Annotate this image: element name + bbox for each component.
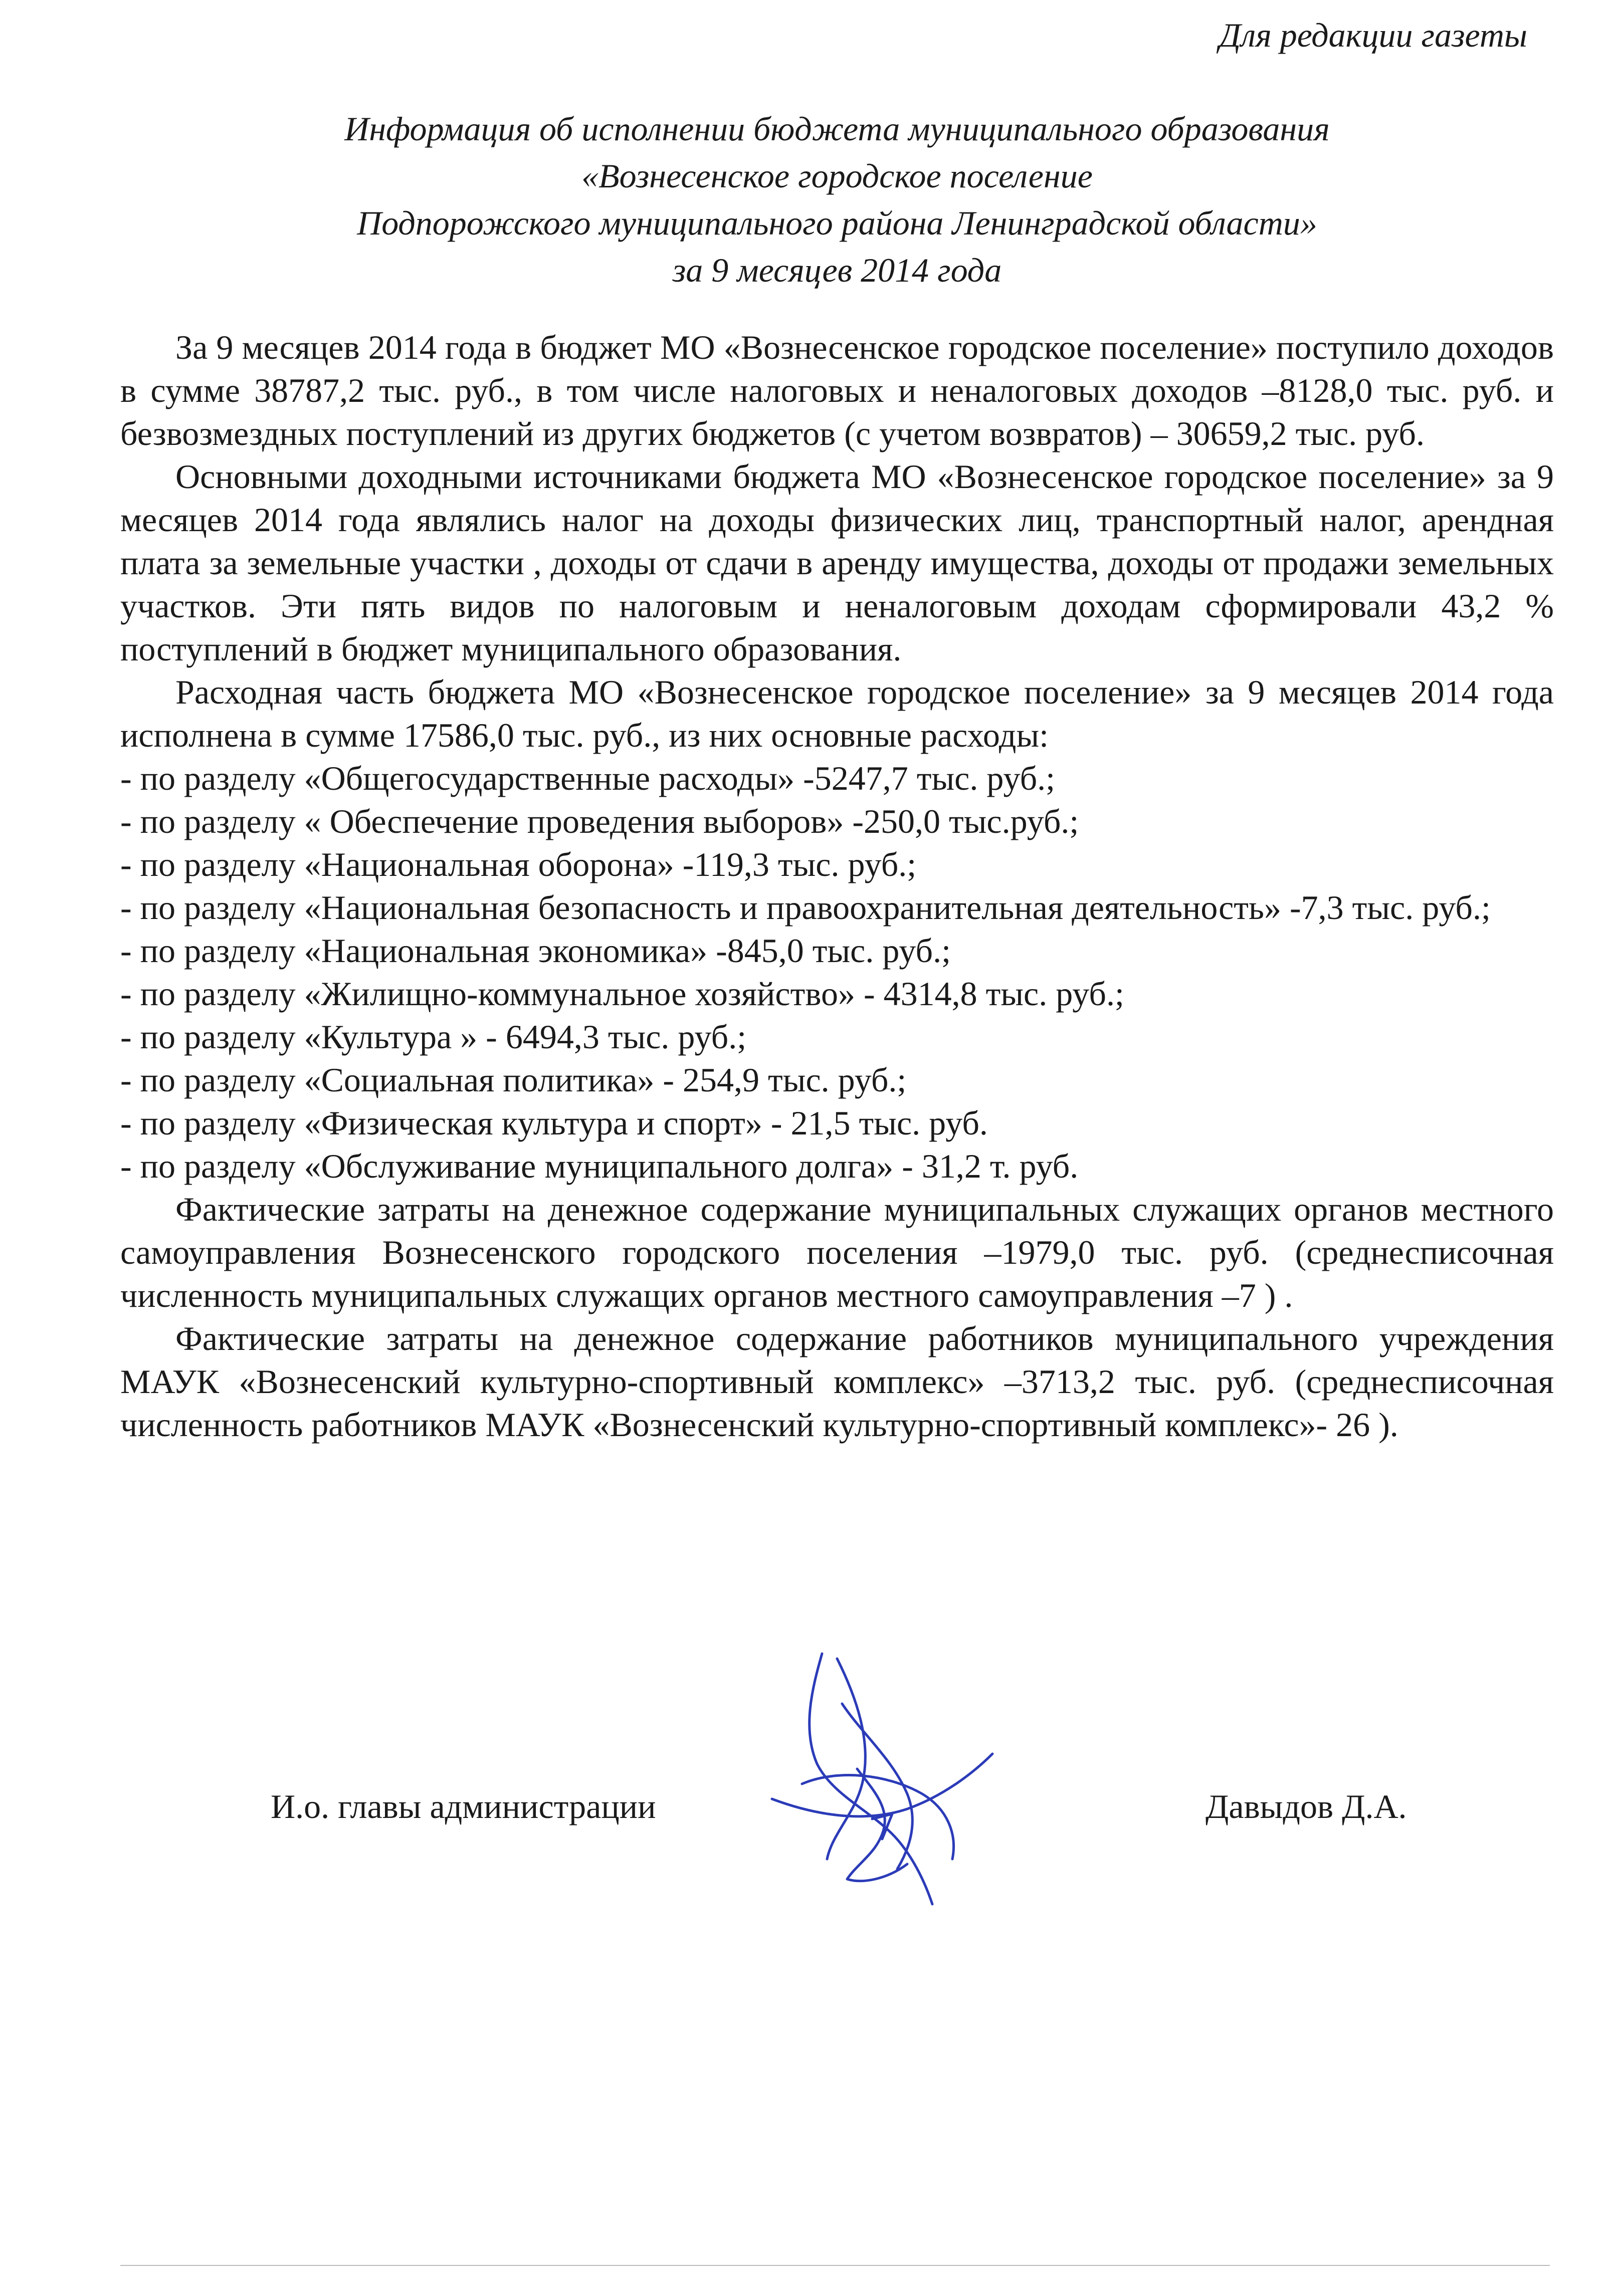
page-bottom-edge xyxy=(120,2265,1550,2266)
expense-item: - по разделу «Культура » - 6494,3 тыс. руб.; xyxy=(120,1015,1554,1058)
expense-item: - по разделу « Обеспечение проведения выборов» -250,0 тыс.руб.; xyxy=(120,800,1554,843)
title-line: «Вознесенское городское поселение xyxy=(581,157,1093,195)
header-note: Для редакции газеты xyxy=(1219,16,1527,54)
expense-item: - по разделу «Социальная политика» - 254,9 тыс. руб.; xyxy=(120,1058,1554,1101)
expense-item: - по разделу «Национальная безопасность и правоохранительная деятельность» -7,3 тыс. руб.; xyxy=(120,886,1554,929)
title-line: за 9 месяцев 2014 года xyxy=(672,251,1002,289)
expense-item: - по разделу «Жилищно-коммунальное хозяйство» - 4314,8 тыс. руб.; xyxy=(120,972,1554,1015)
staff-costs-paragraph: Фактические затраты на денежное содержание муниципальных служащих органов местного самоуправления Вознесенского городского поселения –1979,0 тыс. руб. (среднесписочная численность муниципальных служащих органов местного самоуправления –7 ) . xyxy=(120,1190,1554,1314)
expense-item: - по разделу «Общегосударственные расходы» -5247,7 тыс. руб.; xyxy=(120,757,1554,800)
expense-item: - по разделу «Национальная экономика» -845,0 тыс. руб.; xyxy=(120,929,1554,972)
document-body xyxy=(120,326,1554,1446)
institution-costs-paragraph: Фактические затраты на денежное содержание работников муниципального учреждения МАУК «Вознесенский культурно-спортивный комплекс» –3713,2 тыс. руб. (среднесписочная численность работников МАУК «Вознесенский культурно-спортивный комплекс»- 26 ). xyxy=(120,1319,1554,1444)
expense-item: - по разделу «Национальная оборона» -119,3 тыс. руб.; xyxy=(120,843,1554,886)
title-line: Информация об исполнении бюджета муниципального образования xyxy=(344,110,1330,148)
income-paragraph: За 9 месяцев 2014 года в бюджет МО «Вознесенское городское поселение» поступило доходов в сумме 38787,2 тыс. руб., в том числе налоговых и неналоговых доходов –8128,0 тыс. руб. и безвозмездных поступлений из других бюджетов (с учетом возвратов) – 30659,2 тыс. руб. xyxy=(120,328,1554,452)
income-sources-paragraph: Основными доходными источниками бюджета МО «Вознесенское городское поселение» за 9 месяцев 2014 года являлись налог на доходы физических лиц, транспортный налог, арендная плата за земельные участки , доходы от сдачи в аренду имущества, доходы от продажи земельных участков. Эти пять видов по налоговым и неналоговым доходам сформировали 43,2 % поступлений в бюджет муниципального образования. xyxy=(120,457,1554,668)
expense-list xyxy=(120,757,1554,1188)
document-title xyxy=(120,105,1554,294)
expense-item: - по разделу «Обслуживание муниципального долга» - 31,2 т. руб. xyxy=(120,1144,1554,1188)
title-line: Подпорожского муниципального района Ленинградской области» xyxy=(357,204,1317,242)
expenses-paragraph: Расходная часть бюджета МО «Вознесенское городское поселение» за 9 месяцев 2014 года исполнена в сумме 17586,0 тыс. руб., из них основные расходы: xyxy=(120,673,1554,754)
signatory-role: И.о. главы администрации xyxy=(271,1787,656,1825)
signatory-name: Давыдов Д.А. xyxy=(1205,1787,1407,1825)
expense-item: - по разделу «Физическая культура и спорт» - 21,5 тыс. руб. xyxy=(120,1101,1554,1144)
handwritten-signature xyxy=(742,1644,1023,1914)
